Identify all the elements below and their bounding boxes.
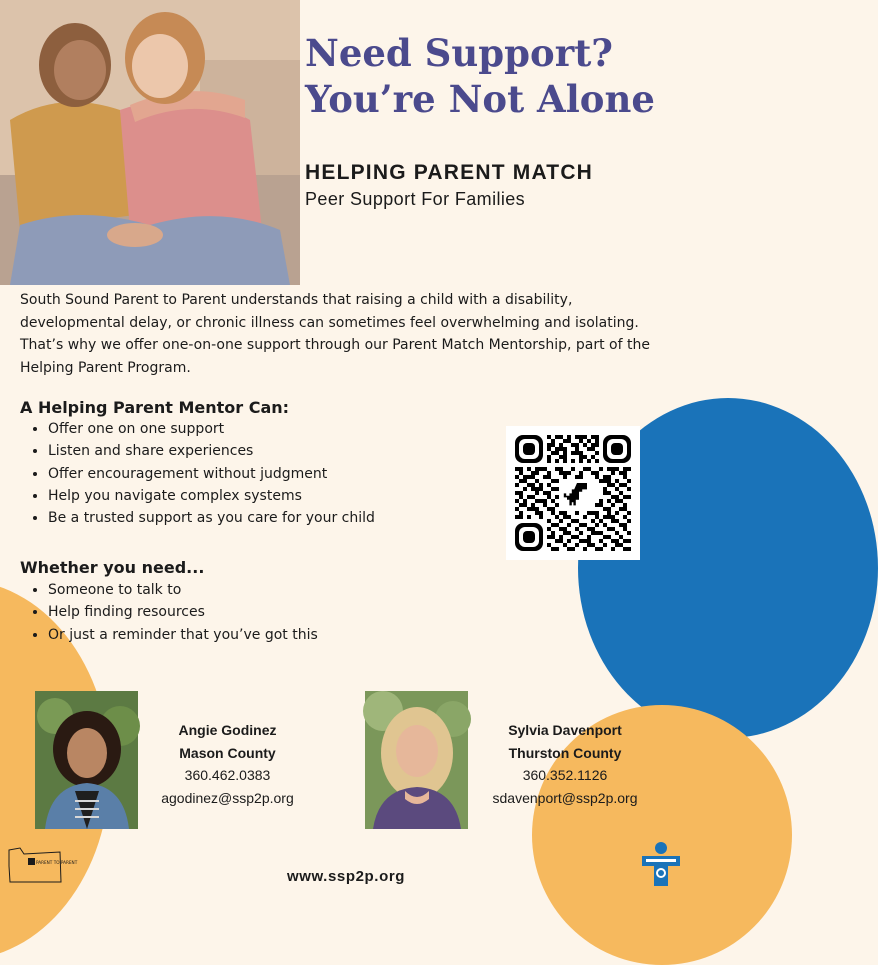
list-item: • Be a trusted support as you care for your child — [48, 507, 375, 529]
contact-card-sylvia — [475, 719, 655, 809]
contact-email[interactable]: agodinez@ssp2p.org — [161, 789, 294, 806]
list-item: • Help finding resources — [48, 601, 318, 623]
contact-name: Sylvia Davenport — [508, 722, 622, 738]
contact-email[interactable]: sdavenport@ssp2p.org — [492, 789, 638, 806]
contact-name: Angie Godinez — [178, 722, 277, 738]
list-item: • Offer one on one support — [48, 418, 375, 440]
headline — [305, 30, 685, 122]
qr-code[interactable] — [506, 426, 640, 560]
qr-code-icon — [515, 435, 631, 551]
need-list — [28, 579, 318, 646]
contact-county: Thurston County — [508, 744, 622, 761]
avatar-sylvia — [365, 691, 468, 829]
headline-line-1: Need Support? — [305, 31, 613, 75]
program-subtitle: Peer Support For Families — [305, 189, 526, 209]
website-link[interactable]: www.ssp2p.org — [286, 868, 406, 885]
hero-illustration — [0, 0, 300, 285]
list-item: • Or just a reminder that you’ve got this — [48, 624, 318, 646]
contact-county: Mason County — [179, 744, 276, 761]
avatar-angie — [35, 691, 138, 829]
mentor-list — [28, 418, 375, 529]
intro-paragraph: South Sound Parent to Parent understands that raising a child with a disability, developmental delay, or chronic illness can sometimes feel overwhelming and isolating. That’s why we offer one-on-one support through our Parent Match Mentorship, part of the Helping Parent Program. — [20, 292, 650, 376]
list-item: • Listen and share experiences — [48, 440, 375, 462]
need-section-heading: Whether you need... — [20, 558, 205, 577]
headline-line-2: You’re Not Alone — [305, 77, 655, 121]
list-item: • Someone to talk to — [48, 579, 318, 601]
mentor-section-heading: A Helping Parent Mentor Can: — [20, 398, 290, 417]
state-logo-text: PARENT TO PARENT — [36, 860, 78, 865]
p2p-figure-icon — [638, 840, 684, 892]
list-item: • Offer encouragement without judgment — [48, 463, 375, 485]
dinosaur-icon — [559, 479, 591, 511]
contact-phone[interactable]: 360.352.1126 — [522, 767, 608, 783]
list-item: • Help you navigate complex systems — [48, 485, 375, 507]
contact-phone[interactable]: 360.462.0383 — [184, 767, 271, 783]
contact-card-angie — [145, 719, 310, 809]
program-title: HELPING PARENT MATCH — [305, 161, 594, 184]
